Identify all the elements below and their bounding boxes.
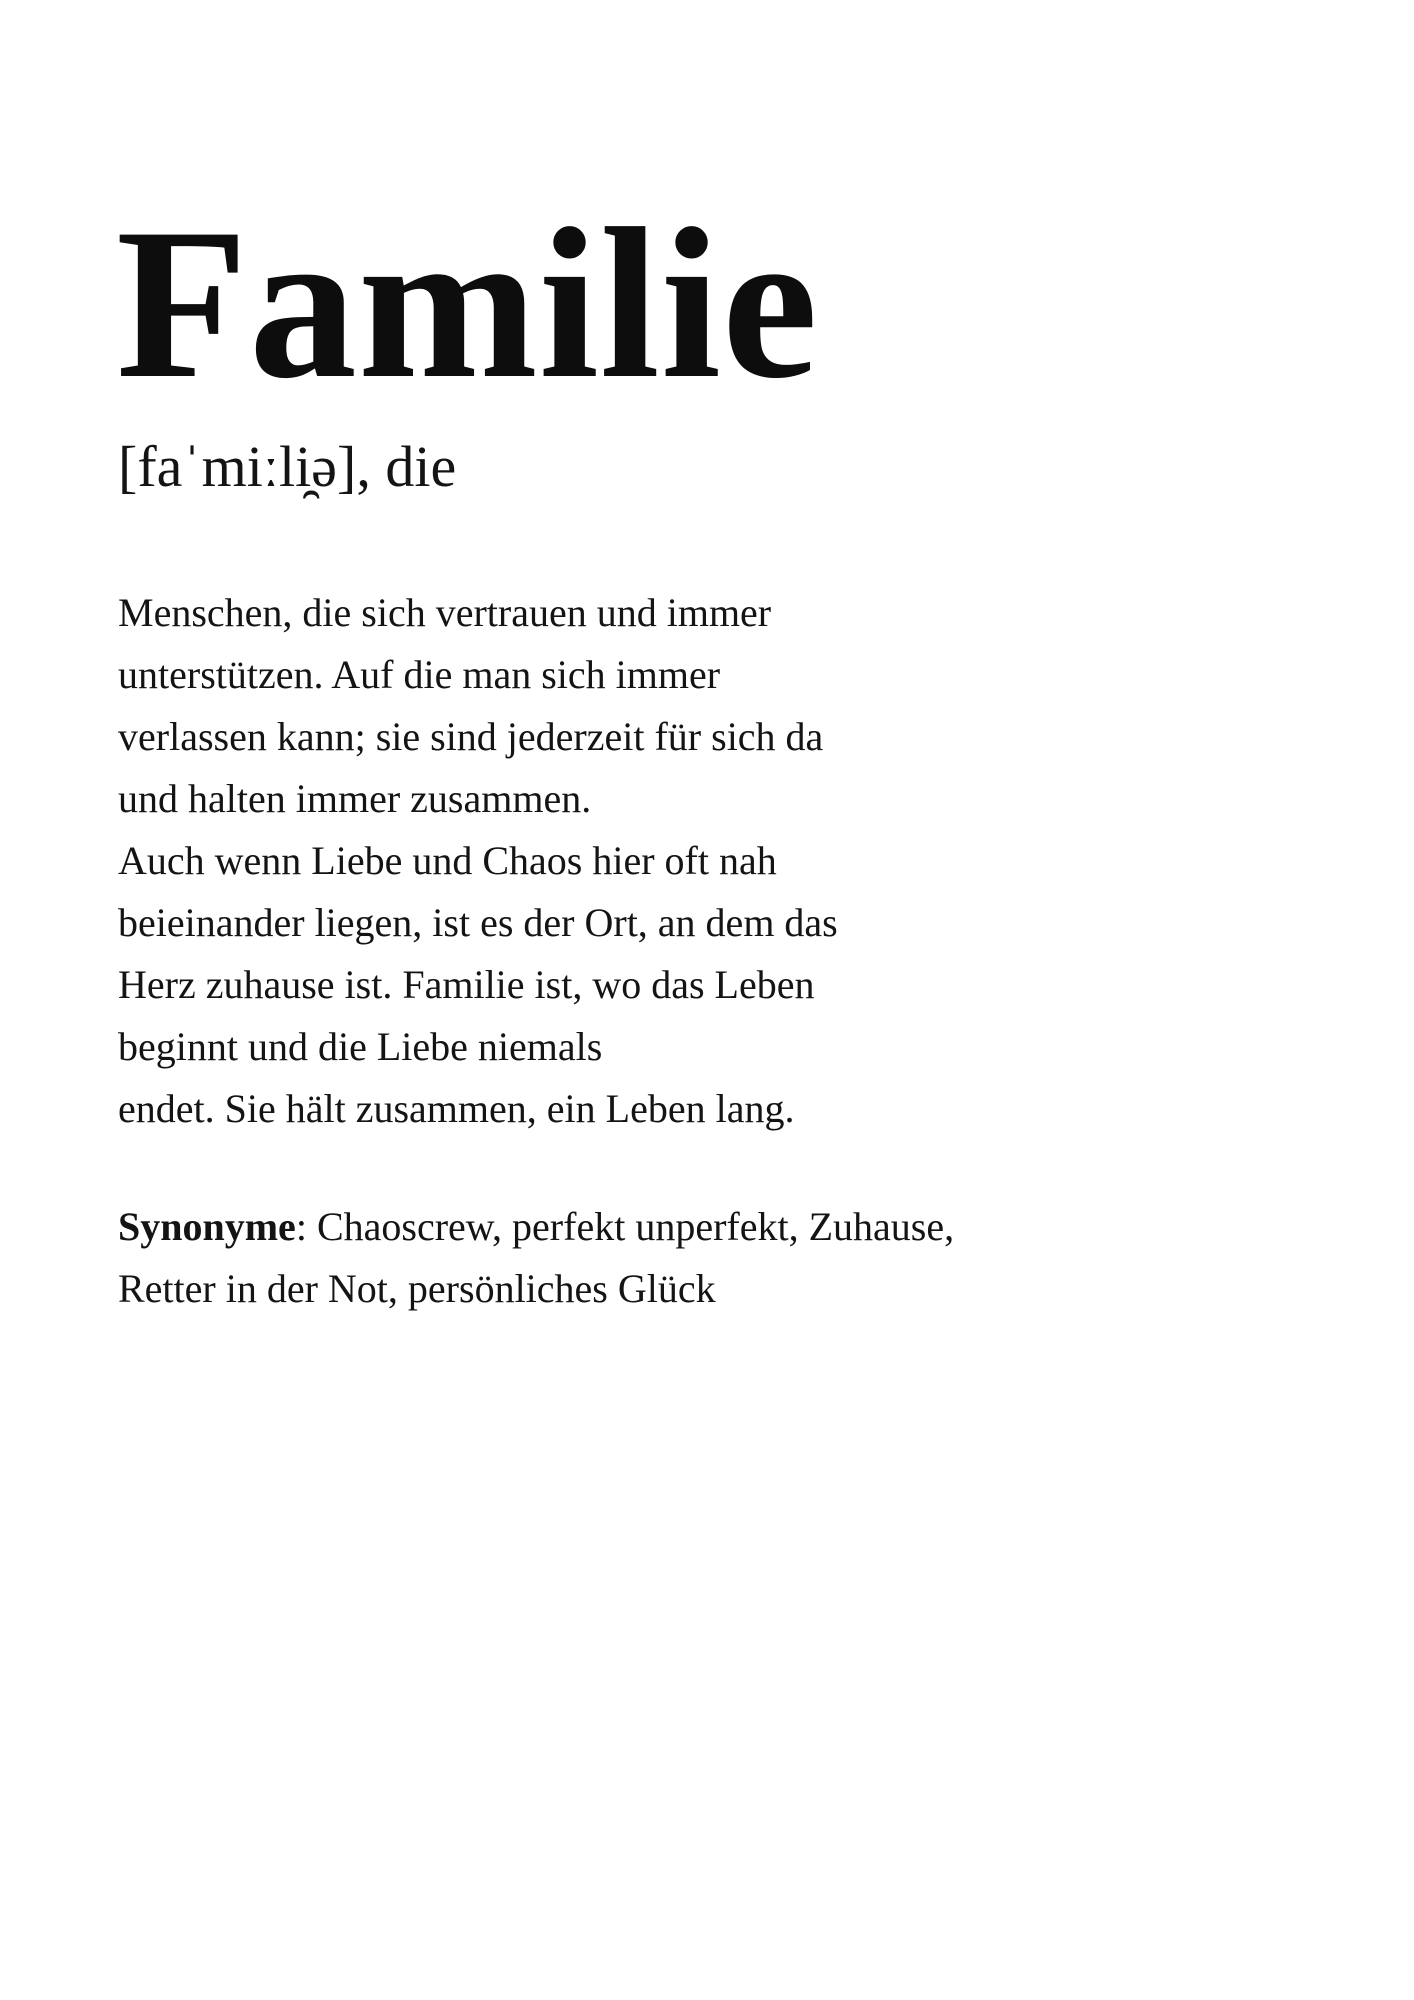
pronunciation-separator: , — [356, 434, 386, 499]
grammatical-article: die — [385, 434, 457, 499]
pronunciation-ipa: [faˈmiːli̯ə] — [118, 434, 357, 499]
synonyms-paragraph — [118, 1196, 998, 1320]
synonyms-list: Chaoscrew, perfekt unperfekt, Zuhause, Retter in der Not, persönliches Glück — [118, 1204, 955, 1311]
definition-text: Menschen, die sich vertrauen und immer unterstützen. Auf die man sich immer verlassen kann; sie sind jederzeit für sich da und halten immer zusammen. Auch wenn Liebe und Chaos hier oft nah beieinander liegen, ist es der Ort, an dem das Herz zuhause ist. Familie ist, wo das Leben beginnt und die Liebe niemals endet. Sie hält zusammen, ein Leben lang. — [118, 590, 838, 1131]
headword-title: Familie — [116, 184, 819, 423]
pronunciation-line — [118, 434, 456, 501]
synonyms-label: Synonyme — [118, 1204, 296, 1249]
synonyms-colon: : — [295, 1204, 317, 1249]
